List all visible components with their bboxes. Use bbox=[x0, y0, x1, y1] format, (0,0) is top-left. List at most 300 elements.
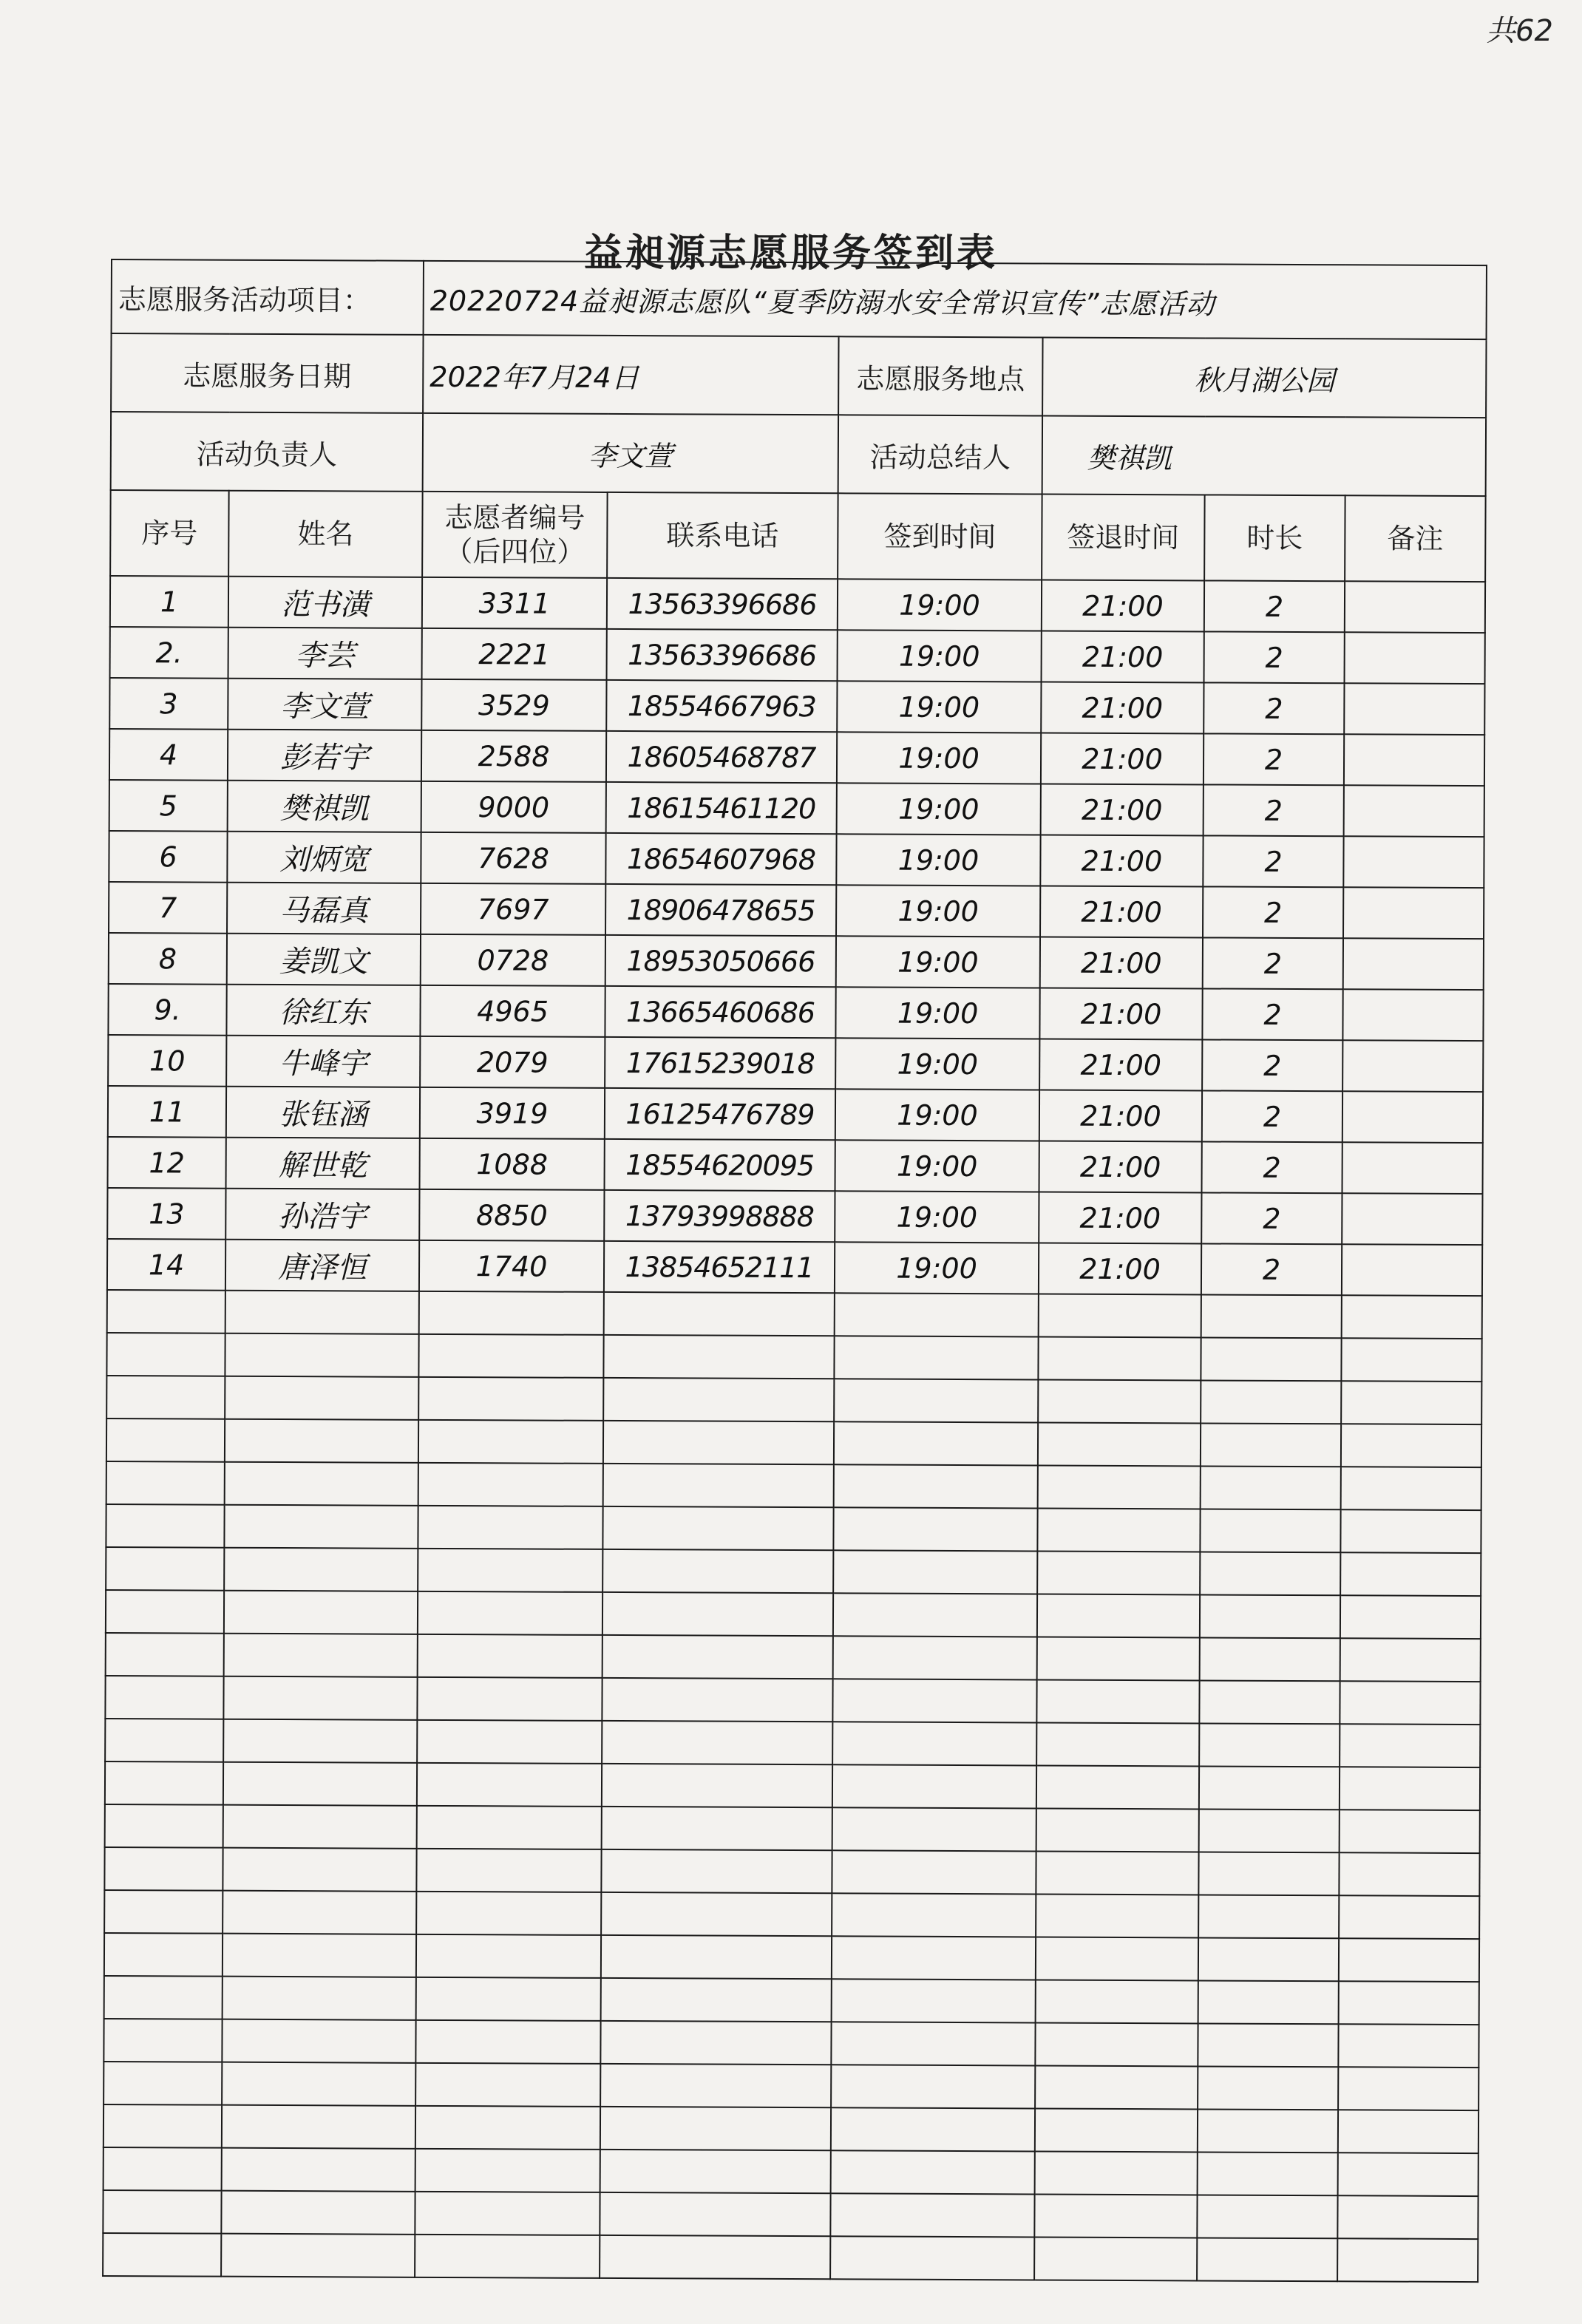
empty-cell bbox=[418, 1506, 602, 1549]
empty-cell bbox=[602, 1764, 832, 1807]
col-seq: 序号 bbox=[110, 490, 229, 577]
table-row bbox=[109, 882, 1484, 939]
empty-cell bbox=[1341, 1381, 1481, 1424]
row-sign-out: 21:00 bbox=[1040, 886, 1203, 937]
row-sign-out: 21:00 bbox=[1042, 631, 1204, 682]
empty-cell bbox=[831, 2150, 1035, 2194]
empty-cell bbox=[832, 1764, 1036, 1808]
row-phone: 18906478655 bbox=[605, 884, 836, 936]
row-sign-in: 19:00 bbox=[836, 936, 1040, 988]
empty-cell bbox=[602, 1506, 833, 1550]
page-count-mark: 共62 bbox=[1486, 14, 1553, 48]
empty-cell bbox=[106, 1376, 225, 1419]
table-row bbox=[108, 1035, 1483, 1092]
empty-cell bbox=[1338, 2067, 1479, 2110]
row-seq: 9. bbox=[108, 984, 226, 1036]
row-duration: 2 bbox=[1204, 733, 1344, 785]
date-location-row bbox=[111, 333, 1487, 418]
row-name: 刘炳宽 bbox=[227, 832, 421, 883]
empty-cell bbox=[223, 1977, 416, 2020]
empty-cell bbox=[104, 1933, 223, 1977]
empty-cell bbox=[1340, 1638, 1481, 1682]
row-volunteer-id: 3919 bbox=[420, 1087, 605, 1139]
empty-cell bbox=[1038, 1379, 1201, 1423]
empty-cell bbox=[1036, 1765, 1199, 1809]
row-duration: 2 bbox=[1204, 580, 1345, 632]
empty-cell bbox=[1339, 1938, 1479, 1982]
table-row bbox=[107, 1188, 1482, 1245]
col-volunteer-id bbox=[422, 492, 608, 578]
empty-cell bbox=[1340, 1810, 1480, 1853]
row-remarks bbox=[1345, 581, 1485, 633]
empty-cell bbox=[103, 2104, 222, 2148]
empty-cell bbox=[832, 1807, 1036, 1851]
empty-cell bbox=[419, 1291, 604, 1335]
empty-cell bbox=[1341, 1424, 1481, 1467]
row-volunteer-id: 7697 bbox=[421, 883, 605, 935]
empty-cell bbox=[106, 1590, 224, 1634]
empty-cell bbox=[1341, 1467, 1481, 1510]
row-name: 张钰涵 bbox=[226, 1087, 420, 1138]
empty-cell bbox=[1035, 2065, 1198, 2109]
row-name: 姜凯文 bbox=[227, 934, 421, 985]
empty-row bbox=[106, 1504, 1481, 1553]
empty-cell bbox=[1199, 1723, 1340, 1767]
empty-cell bbox=[1201, 1337, 1341, 1381]
table-row bbox=[108, 984, 1483, 1041]
empty-row bbox=[105, 1719, 1480, 1767]
empty-cell bbox=[601, 1935, 832, 1979]
empty-row bbox=[105, 1676, 1480, 1725]
signin-table bbox=[102, 259, 1487, 2283]
empty-cell bbox=[832, 1722, 1036, 1765]
row-sign-out: 21:00 bbox=[1039, 988, 1202, 1039]
row-name: 李芸 bbox=[228, 628, 422, 679]
row-duration: 2 bbox=[1202, 1090, 1342, 1142]
row-sign-out: 21:00 bbox=[1041, 682, 1204, 733]
empty-cell bbox=[107, 1290, 225, 1333]
empty-cell bbox=[225, 1462, 418, 1506]
empty-cell bbox=[103, 2062, 222, 2105]
row-name: 解世乾 bbox=[226, 1138, 420, 1189]
row-volunteer-id: 1088 bbox=[420, 1138, 605, 1190]
row-sign-out: 21:00 bbox=[1042, 580, 1204, 631]
empty-cell bbox=[105, 1804, 223, 1848]
row-duration: 2 bbox=[1204, 631, 1345, 683]
empty-cell bbox=[600, 2235, 830, 2279]
row-sign-in: 19:00 bbox=[838, 630, 1042, 682]
empty-cell bbox=[225, 1291, 419, 1334]
row-phone: 13563396686 bbox=[607, 629, 838, 681]
empty-cell bbox=[1201, 1294, 1342, 1338]
row-volunteer-id: 1740 bbox=[419, 1240, 604, 1292]
row-phone: 18654607968 bbox=[605, 833, 836, 885]
row-phone: 18953050666 bbox=[605, 935, 836, 987]
empty-cell bbox=[602, 1807, 832, 1850]
empty-cell bbox=[600, 2064, 831, 2107]
empty-cell bbox=[103, 2190, 221, 2234]
empty-cell bbox=[603, 1335, 834, 1379]
empty-cell bbox=[832, 1979, 1036, 2022]
empty-cell bbox=[1037, 1594, 1200, 1637]
row-sign-out: 21:00 bbox=[1039, 1090, 1202, 1141]
empty-cell bbox=[224, 1591, 418, 1634]
row-phone: 13793998888 bbox=[604, 1190, 835, 1242]
empty-cell bbox=[1035, 2108, 1198, 2152]
row-volunteer-id: 3311 bbox=[422, 577, 607, 629]
row-sign-in: 19:00 bbox=[835, 1089, 1039, 1141]
empty-cell bbox=[833, 1507, 1037, 1551]
empty-cell bbox=[103, 2233, 221, 2277]
empty-cell bbox=[105, 1676, 223, 1719]
empty-cell bbox=[1199, 1809, 1340, 1852]
row-name: 孙浩宇 bbox=[225, 1189, 419, 1240]
row-sign-out: 21:00 bbox=[1039, 1243, 1201, 1294]
empty-cell bbox=[832, 1679, 1036, 1722]
empty-cell bbox=[415, 2020, 600, 2064]
row-phone: 16125476789 bbox=[605, 1088, 835, 1140]
empty-cell bbox=[1036, 1679, 1199, 1723]
empty-cell bbox=[416, 1977, 601, 2021]
empty-cell bbox=[223, 1719, 417, 1763]
row-sign-in: 19:00 bbox=[835, 1242, 1039, 1294]
row-duration: 2 bbox=[1201, 1243, 1342, 1295]
row-remarks bbox=[1345, 632, 1485, 684]
row-name: 李文萱 bbox=[228, 679, 421, 730]
empty-row bbox=[104, 1847, 1479, 1896]
empty-cell bbox=[1338, 2110, 1479, 2153]
empty-cell bbox=[1201, 1423, 1341, 1467]
project-row bbox=[112, 259, 1487, 339]
row-sign-in: 19:00 bbox=[835, 1191, 1039, 1243]
empty-cell bbox=[833, 1636, 1037, 1679]
row-sign-in: 19:00 bbox=[836, 834, 1040, 886]
row-seq: 4 bbox=[109, 729, 228, 781]
empty-cell bbox=[604, 1292, 835, 1336]
empty-cell bbox=[415, 2063, 600, 2107]
empty-cell bbox=[1198, 2066, 1338, 2110]
empty-row bbox=[103, 2233, 1478, 2282]
empty-cell bbox=[832, 1893, 1036, 1937]
row-sign-in: 19:00 bbox=[836, 885, 1040, 937]
empty-row bbox=[103, 2104, 1479, 2153]
project-value: 20220724益昶源志愿队“夏季防溺水安全常识宣传”志愿活动 bbox=[424, 261, 1487, 339]
empty-cell bbox=[103, 2019, 222, 2062]
col-name: 姓名 bbox=[228, 491, 423, 577]
empty-cell bbox=[602, 1721, 832, 1764]
empty-cell bbox=[832, 1936, 1036, 1980]
empty-cell bbox=[1341, 1338, 1481, 1382]
table-row bbox=[108, 1086, 1483, 1143]
empty-cell bbox=[1340, 1509, 1481, 1553]
table-row bbox=[109, 831, 1484, 888]
empty-cell bbox=[417, 1720, 602, 1764]
col-sign-out: 签退时间 bbox=[1042, 494, 1205, 580]
row-duration: 2 bbox=[1202, 988, 1342, 1040]
empty-cell bbox=[106, 1547, 224, 1591]
empty-cell bbox=[833, 1593, 1037, 1637]
row-remarks bbox=[1343, 836, 1484, 888]
row-sign-in: 19:00 bbox=[835, 1038, 1039, 1090]
row-phone: 17615239018 bbox=[605, 1037, 835, 1089]
empty-cell bbox=[418, 1420, 603, 1464]
empty-cell bbox=[603, 1464, 834, 1507]
empty-cell bbox=[1037, 1551, 1200, 1594]
empty-cell bbox=[223, 1676, 417, 1720]
empty-row bbox=[106, 1461, 1481, 1510]
row-remarks bbox=[1344, 785, 1484, 837]
empty-cell bbox=[603, 1378, 834, 1421]
empty-cell bbox=[221, 2234, 415, 2277]
empty-cell bbox=[1197, 2195, 1337, 2238]
row-duration: 2 bbox=[1202, 1039, 1342, 1091]
empty-cell bbox=[1035, 2151, 1198, 2195]
location-value: 秋月湖公园 bbox=[1042, 338, 1487, 418]
empty-cell bbox=[1198, 1895, 1339, 1938]
empty-cell bbox=[222, 2062, 415, 2106]
empty-cell bbox=[602, 1549, 833, 1593]
row-sign-out: 21:00 bbox=[1039, 1039, 1202, 1090]
empty-cell bbox=[1200, 1552, 1340, 1595]
row-name: 徐红东 bbox=[226, 985, 420, 1036]
empty-cell bbox=[1200, 1594, 1340, 1638]
empty-row bbox=[104, 1890, 1479, 1939]
empty-cell bbox=[418, 1634, 602, 1678]
row-phone: 18615461120 bbox=[606, 782, 837, 834]
table-row bbox=[109, 729, 1484, 786]
empty-cell bbox=[417, 1806, 602, 1849]
empty-cell bbox=[832, 1850, 1036, 1894]
empty-cell bbox=[418, 1377, 603, 1421]
row-duration: 2 bbox=[1203, 835, 1343, 887]
empty-cell bbox=[834, 1421, 1038, 1465]
row-seq: 1 bbox=[110, 576, 228, 628]
col-phone: 联系电话 bbox=[607, 492, 838, 579]
empty-cell bbox=[1036, 1894, 1198, 1937]
empty-cell bbox=[415, 2192, 600, 2235]
empty-cell bbox=[1036, 1980, 1198, 2023]
empty-cell bbox=[223, 1848, 416, 1892]
row-sign-out: 21:00 bbox=[1039, 1192, 1201, 1243]
empty-cell bbox=[223, 1762, 417, 1806]
empty-cell bbox=[1338, 2153, 1479, 2196]
empty-cell bbox=[222, 2019, 415, 2063]
empty-cell bbox=[106, 1504, 224, 1548]
table-row bbox=[109, 933, 1484, 990]
empty-cell bbox=[1039, 1294, 1201, 1337]
empty-cell bbox=[105, 1719, 223, 1762]
row-volunteer-id: 0728 bbox=[421, 934, 605, 986]
row-remarks bbox=[1344, 734, 1484, 786]
row-volunteer-id: 2221 bbox=[422, 628, 607, 680]
empty-cell bbox=[831, 2022, 1035, 2065]
empty-row bbox=[104, 1976, 1479, 2025]
empty-cell bbox=[1198, 1852, 1339, 1895]
row-volunteer-id: 7628 bbox=[421, 832, 605, 884]
row-sign-out: 21:00 bbox=[1041, 733, 1204, 784]
row-phone: 18554667963 bbox=[606, 680, 837, 732]
project-label: 志愿服务活动项目： bbox=[112, 259, 424, 335]
empty-row bbox=[106, 1633, 1481, 1682]
empty-cell bbox=[602, 1592, 833, 1636]
empty-cell bbox=[1339, 1852, 1479, 1896]
empty-cell bbox=[831, 2065, 1035, 2108]
row-seq: 10 bbox=[108, 1035, 226, 1087]
empty-cell bbox=[415, 2235, 600, 2278]
empty-cell bbox=[1037, 1637, 1200, 1680]
row-duration: 2 bbox=[1204, 682, 1344, 734]
empty-cell bbox=[602, 1635, 833, 1679]
empty-cell bbox=[415, 2106, 600, 2150]
empty-row bbox=[106, 1376, 1481, 1424]
row-remarks bbox=[1344, 683, 1484, 735]
row-volunteer-id: 8850 bbox=[419, 1189, 604, 1241]
empty-cell bbox=[415, 2149, 600, 2192]
empty-cell bbox=[224, 1505, 418, 1549]
row-phone: 13563396686 bbox=[607, 578, 838, 630]
empty-cell bbox=[105, 1761, 223, 1805]
empty-cell bbox=[104, 1890, 223, 1934]
empty-cell bbox=[1200, 1509, 1340, 1552]
empty-row bbox=[105, 1761, 1480, 1810]
empty-cell bbox=[830, 2236, 1034, 2280]
col-sign-in: 签到时间 bbox=[838, 493, 1042, 580]
blank-rows bbox=[103, 1290, 1482, 2282]
row-remarks bbox=[1343, 887, 1484, 939]
row-sign-in: 19:00 bbox=[835, 1140, 1039, 1192]
empty-cell bbox=[1339, 1981, 1479, 2025]
row-remarks bbox=[1342, 1091, 1483, 1143]
row-seq: 5 bbox=[109, 780, 228, 832]
row-remarks bbox=[1343, 938, 1484, 990]
empty-cell bbox=[223, 1934, 416, 1977]
empty-cell bbox=[830, 2193, 1034, 2237]
empty-cell bbox=[223, 1891, 416, 1934]
row-remarks bbox=[1342, 1040, 1483, 1092]
table-row bbox=[107, 1239, 1482, 1296]
column-header-row bbox=[110, 490, 1486, 582]
row-seq: 11 bbox=[108, 1086, 226, 1138]
leader-value: 李文萱 bbox=[423, 413, 838, 493]
empty-cell bbox=[223, 1805, 417, 1849]
empty-cell bbox=[1034, 2237, 1197, 2280]
col-volunteer-id-line2: （后四位） bbox=[444, 534, 585, 568]
row-phone: 13665460686 bbox=[605, 986, 835, 1038]
empty-cell bbox=[1337, 2238, 1478, 2282]
row-phone: 18605468787 bbox=[606, 731, 837, 783]
table-row bbox=[109, 678, 1484, 735]
empty-cell bbox=[603, 1421, 834, 1464]
row-remarks bbox=[1342, 1244, 1482, 1296]
row-volunteer-id: 4965 bbox=[420, 985, 605, 1037]
row-volunteer-id: 2588 bbox=[421, 730, 606, 782]
empty-cell bbox=[224, 1548, 418, 1591]
empty-cell bbox=[417, 1677, 602, 1721]
row-seq: 8 bbox=[109, 933, 227, 985]
empty-cell bbox=[1197, 2238, 1337, 2281]
table-row bbox=[109, 780, 1484, 837]
empty-cell bbox=[221, 2191, 415, 2235]
empty-row bbox=[107, 1290, 1482, 1339]
row-remarks bbox=[1342, 989, 1483, 1041]
row-sign-in: 19:00 bbox=[837, 732, 1041, 784]
row-remarks bbox=[1342, 1193, 1482, 1245]
empty-cell bbox=[601, 1978, 832, 2022]
empty-row bbox=[103, 2019, 1479, 2068]
empty-cell bbox=[1201, 1380, 1341, 1424]
row-name: 范书潢 bbox=[228, 577, 422, 628]
empty-row bbox=[106, 1590, 1481, 1639]
row-name: 唐泽恒 bbox=[225, 1240, 419, 1291]
leader-row bbox=[111, 412, 1487, 496]
empty-cell bbox=[1201, 1466, 1341, 1509]
empty-cell bbox=[1338, 2024, 1479, 2068]
empty-cell bbox=[1038, 1465, 1201, 1509]
row-sign-out: 21:00 bbox=[1040, 937, 1203, 988]
empty-cell bbox=[416, 1934, 601, 1978]
row-phone: 18554620095 bbox=[605, 1139, 835, 1191]
location-label: 志愿服务地点 bbox=[838, 336, 1042, 415]
empty-cell bbox=[104, 1976, 223, 2019]
empty-cell bbox=[222, 2148, 415, 2192]
empty-cell bbox=[1038, 1422, 1201, 1466]
row-volunteer-id: 9000 bbox=[421, 781, 606, 833]
empty-cell bbox=[1036, 1937, 1198, 1980]
volunteer-rows bbox=[107, 576, 1485, 1296]
row-duration: 2 bbox=[1201, 1192, 1342, 1244]
row-seq: 7 bbox=[109, 882, 227, 934]
row-seq: 6 bbox=[109, 831, 227, 883]
row-seq: 12 bbox=[108, 1137, 226, 1189]
row-seq: 13 bbox=[107, 1188, 225, 1240]
empty-row bbox=[103, 2190, 1478, 2239]
empty-cell bbox=[418, 1463, 603, 1506]
empty-cell bbox=[1038, 1336, 1201, 1380]
empty-row bbox=[106, 1418, 1481, 1467]
empty-cell bbox=[835, 1293, 1039, 1336]
summarizer-label: 活动总结人 bbox=[838, 415, 1042, 494]
empty-cell bbox=[1037, 1508, 1200, 1552]
empty-cell bbox=[106, 1333, 225, 1376]
row-duration: 2 bbox=[1202, 1141, 1342, 1193]
empty-cell bbox=[1036, 1808, 1199, 1852]
empty-cell bbox=[416, 1849, 601, 1892]
row-name: 樊祺凯 bbox=[228, 781, 421, 832]
empty-cell bbox=[224, 1634, 418, 1677]
empty-row bbox=[104, 1933, 1479, 1982]
empty-cell bbox=[834, 1336, 1038, 1379]
empty-row bbox=[106, 1547, 1481, 1596]
empty-cell bbox=[833, 1550, 1037, 1594]
col-remarks: 备注 bbox=[1345, 495, 1486, 582]
row-duration: 2 bbox=[1203, 937, 1343, 989]
empty-cell bbox=[225, 1333, 418, 1377]
empty-cell bbox=[600, 2192, 830, 2236]
row-seq: 14 bbox=[107, 1239, 225, 1291]
empty-cell bbox=[103, 2147, 222, 2191]
empty-cell bbox=[834, 1379, 1038, 1422]
empty-cell bbox=[600, 2150, 831, 2193]
empty-cell bbox=[106, 1633, 224, 1676]
empty-cell bbox=[1198, 1980, 1339, 2024]
col-duration: 时长 bbox=[1204, 495, 1345, 581]
empty-cell bbox=[1200, 1637, 1340, 1681]
empty-cell bbox=[1339, 1895, 1479, 1939]
row-sign-in: 19:00 bbox=[835, 987, 1039, 1039]
row-seq: 2. bbox=[110, 627, 228, 679]
empty-cell bbox=[602, 1678, 832, 1722]
empty-cell bbox=[1340, 1767, 1480, 1810]
